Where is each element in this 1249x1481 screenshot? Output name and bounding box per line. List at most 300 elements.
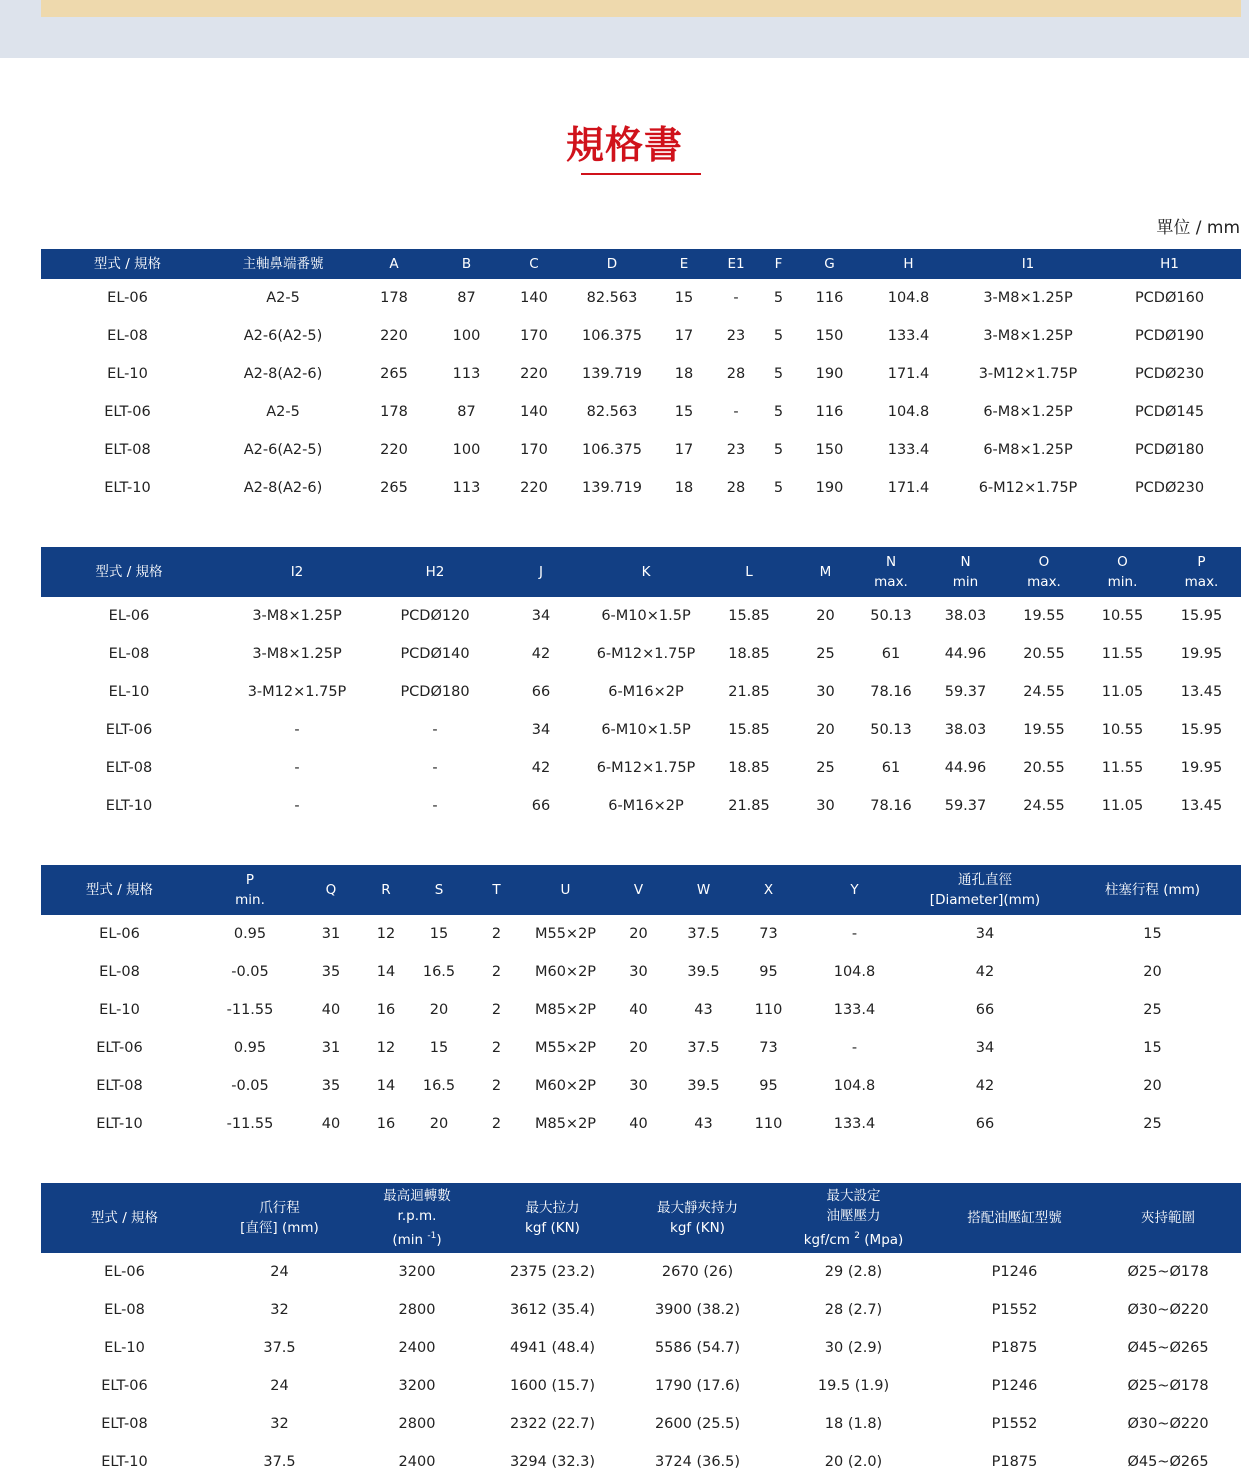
table-cell: 5 bbox=[773, 328, 784, 344]
column-header bbox=[41, 547, 217, 597]
page-title: 規格書 bbox=[565, 123, 683, 167]
column-header bbox=[217, 547, 377, 597]
column-header bbox=[1064, 865, 1241, 915]
header-line: H1 bbox=[1160, 256, 1179, 272]
header-line: B bbox=[461, 256, 472, 272]
table-cell: 11.05 bbox=[1101, 798, 1144, 814]
column-header bbox=[715, 249, 757, 279]
table-cell: ELT-06 bbox=[101, 1378, 148, 1394]
table-cell: 190 bbox=[815, 366, 844, 382]
table-cell: M60×2P bbox=[534, 1078, 597, 1094]
table-cell: EL-08 bbox=[104, 1302, 145, 1318]
table-cell: 18 bbox=[674, 366, 694, 382]
table-cell: 20 bbox=[816, 722, 835, 738]
header-line: 柱塞行程 (mm) bbox=[1104, 882, 1201, 898]
table-cell: A2-6(A2-5) bbox=[243, 442, 323, 458]
table-cell: M60×2P bbox=[534, 964, 597, 980]
table-cell: 40 bbox=[629, 1116, 648, 1132]
table-cell: 178 bbox=[380, 404, 408, 420]
table-cell: 2400 bbox=[398, 1454, 436, 1470]
table-cell: 19.5 (1.9) bbox=[817, 1378, 890, 1394]
column-header bbox=[497, 249, 571, 279]
table-cell: 0.95 bbox=[233, 1040, 267, 1056]
table-cell: PCDØ180 bbox=[400, 684, 470, 700]
table-cell: 23 bbox=[726, 328, 746, 344]
table-cell: 29 (2.8) bbox=[824, 1264, 883, 1280]
table-cell: 34 bbox=[975, 926, 995, 942]
table-cell: 73 bbox=[759, 926, 778, 942]
table-cell: 265 bbox=[380, 366, 408, 382]
column-header bbox=[795, 547, 856, 597]
column-header bbox=[41, 249, 214, 279]
table-cell: 3-M12×1.75P bbox=[978, 366, 1078, 382]
header-line: U bbox=[560, 882, 571, 898]
table-cell: 20 bbox=[429, 1116, 449, 1132]
table-cell: - bbox=[432, 798, 438, 814]
table-cell: 40 bbox=[629, 1002, 648, 1018]
header-line: I2 bbox=[290, 564, 304, 580]
table-cell: 19.95 bbox=[1180, 646, 1223, 662]
table-cell: ELT-06 bbox=[105, 722, 153, 738]
table-cell: - bbox=[733, 290, 739, 306]
table-cell: 3900 (38.2) bbox=[654, 1302, 741, 1318]
header-line: 夾持範圍 bbox=[1141, 1210, 1195, 1226]
table-cell: 3724 (36.5) bbox=[654, 1454, 741, 1470]
table-cell: 24 bbox=[270, 1378, 289, 1394]
table-cell: 20.55 bbox=[1023, 760, 1065, 776]
table-cell: 17 bbox=[674, 442, 694, 458]
table-cell: 170 bbox=[520, 328, 548, 344]
table-cell: 39.5 bbox=[687, 964, 720, 980]
header-line: Q bbox=[325, 882, 337, 898]
table-cell: 50.13 bbox=[870, 608, 912, 624]
header-line: G bbox=[824, 256, 835, 272]
table-cell: 34 bbox=[531, 722, 551, 738]
header-line: X bbox=[763, 882, 774, 898]
header-text: (min bbox=[392, 1232, 428, 1248]
table-row bbox=[41, 317, 1241, 355]
table-cell: 21.85 bbox=[728, 798, 770, 814]
table-cell: 116 bbox=[815, 290, 844, 306]
header-line: 最大靜夾持力 bbox=[657, 1200, 738, 1216]
column-header bbox=[351, 1183, 483, 1253]
table-cell: Ø25~Ø178 bbox=[1127, 1378, 1209, 1394]
table-row bbox=[41, 1405, 1241, 1443]
column-header bbox=[800, 249, 859, 279]
table-cell: - bbox=[432, 722, 438, 738]
table-cell: 20 bbox=[1143, 964, 1162, 980]
column-header bbox=[934, 1183, 1095, 1253]
table-cell: ELT-08 bbox=[96, 1078, 143, 1094]
header-line: R bbox=[381, 882, 391, 898]
column-header bbox=[527, 865, 604, 915]
table-cell: 20 bbox=[629, 926, 648, 942]
table-row bbox=[41, 1067, 1241, 1105]
table-cell: 43 bbox=[694, 1116, 713, 1132]
table-cell: 139.719 bbox=[582, 480, 642, 496]
column-header bbox=[622, 1183, 773, 1253]
table-cell: 5 bbox=[773, 404, 784, 420]
table-cell: 66 bbox=[975, 1116, 995, 1132]
table-cell: A2-8(A2-6) bbox=[243, 366, 323, 382]
table-cell: 66 bbox=[975, 1002, 995, 1018]
table-cell: 140 bbox=[520, 290, 548, 306]
table-cell: 3-M8×1.25P bbox=[983, 328, 1073, 344]
table-cell: Ø30~Ø220 bbox=[1127, 1416, 1209, 1432]
table-cell: 2322 (22.7) bbox=[509, 1416, 596, 1432]
table-cell: 82.563 bbox=[586, 404, 638, 420]
header-line: 最大拉力 bbox=[525, 1200, 580, 1216]
table-cell: 18.85 bbox=[728, 646, 770, 662]
table-cell: A2-5 bbox=[266, 404, 300, 420]
table-cell: Ø45~Ø265 bbox=[1127, 1340, 1209, 1356]
table-cell: 30 (2.9) bbox=[824, 1340, 883, 1356]
header-line: I1 bbox=[1021, 256, 1035, 272]
table-cell: 18 bbox=[674, 480, 694, 496]
table-cell: 16 bbox=[376, 1116, 396, 1132]
table-cell: 1600 (15.7) bbox=[509, 1378, 596, 1394]
table-cell: P1552 bbox=[991, 1302, 1038, 1318]
table-row bbox=[41, 711, 1241, 749]
spec-table-dimensions-1 bbox=[41, 249, 1241, 507]
table-cell: 30 bbox=[816, 684, 835, 700]
header-line: H2 bbox=[425, 564, 445, 580]
header-line: 型式 / 規格 bbox=[95, 564, 163, 580]
table-cell: 12 bbox=[376, 1040, 396, 1056]
table-cell: 30 bbox=[629, 964, 648, 980]
table-cell: 5 bbox=[773, 366, 784, 382]
table-cell: 190 bbox=[815, 480, 844, 496]
table-cell: 3200 bbox=[398, 1378, 436, 1394]
table-cell: 15.95 bbox=[1180, 608, 1223, 624]
column-header bbox=[41, 1183, 208, 1253]
table-row bbox=[41, 1029, 1241, 1067]
header-line: F bbox=[774, 256, 783, 272]
superscript: -1 bbox=[427, 1231, 437, 1241]
table-cell: 31 bbox=[321, 926, 341, 942]
column-header bbox=[214, 249, 352, 279]
table-cell: 59.37 bbox=[944, 798, 987, 814]
table-cell: EL-10 bbox=[108, 684, 150, 700]
table-cell: 42 bbox=[975, 964, 995, 980]
title-underline bbox=[581, 173, 701, 175]
table-cell: 87 bbox=[457, 290, 476, 306]
column-header bbox=[703, 547, 795, 597]
table-cell: 15.85 bbox=[728, 608, 770, 624]
table-cell: P1875 bbox=[991, 1454, 1038, 1470]
table-cell: 2 bbox=[491, 964, 502, 980]
table-cell: 5586 (54.7) bbox=[654, 1340, 741, 1356]
table-cell: 106.375 bbox=[582, 442, 642, 458]
table-cell: EL-10 bbox=[107, 366, 148, 382]
header-line: 通孔直徑 bbox=[958, 872, 1012, 888]
table-cell: 11.55 bbox=[1101, 760, 1144, 776]
table-row bbox=[41, 1329, 1241, 1367]
table-row bbox=[41, 469, 1241, 507]
header-line: min bbox=[952, 574, 979, 590]
table-cell: M85×2P bbox=[534, 1116, 597, 1132]
table-cell: 95 bbox=[759, 1078, 778, 1094]
table-cell: 106.375 bbox=[582, 328, 642, 344]
header-line: O bbox=[1038, 554, 1050, 570]
table-cell: 171.4 bbox=[887, 366, 930, 382]
column-header bbox=[1162, 547, 1241, 597]
header-line: 爪行程 bbox=[259, 1200, 300, 1216]
table-cell: 42 bbox=[975, 1078, 995, 1094]
table-cell: 20 bbox=[429, 1002, 449, 1018]
header-row bbox=[41, 865, 1241, 915]
column-header bbox=[859, 249, 958, 279]
table-cell: 40 bbox=[321, 1002, 341, 1018]
table-cell: EL-08 bbox=[107, 328, 148, 344]
header-line: T bbox=[492, 882, 501, 898]
column-header bbox=[803, 865, 906, 915]
table-cell: 6-M10×1.5P bbox=[601, 722, 691, 738]
table-cell: PCDØ140 bbox=[400, 646, 470, 662]
table-cell: 10.55 bbox=[1101, 722, 1144, 738]
table-cell: 133.4 bbox=[833, 1002, 876, 1018]
table-row bbox=[41, 393, 1241, 431]
table-cell: 19.95 bbox=[1180, 760, 1223, 776]
header-line: 最大設定 bbox=[826, 1188, 881, 1204]
table-row bbox=[41, 279, 1241, 317]
table-cell: 15 bbox=[429, 1040, 449, 1056]
table-cell: P1246 bbox=[991, 1378, 1038, 1394]
table-cell: M85×2P bbox=[534, 1002, 597, 1018]
table-cell: 28 bbox=[726, 366, 746, 382]
table-cell: 21.85 bbox=[728, 684, 770, 700]
column-header bbox=[856, 547, 926, 597]
table-cell: 10.55 bbox=[1101, 608, 1144, 624]
table-cell: 15 bbox=[674, 404, 694, 420]
header-row bbox=[41, 547, 1241, 597]
table-cell: 35 bbox=[321, 964, 341, 980]
table-cell: 39.5 bbox=[687, 1078, 720, 1094]
table-cell: 23 bbox=[726, 442, 746, 458]
header-text: (Mpa) bbox=[859, 1232, 904, 1248]
table-cell: M55×2P bbox=[534, 1040, 597, 1056]
spec-table-dimensions-2 bbox=[41, 547, 1241, 825]
table-cell: 32 bbox=[270, 1302, 289, 1318]
table-cell: 17 bbox=[674, 328, 694, 344]
table-cell: 2 bbox=[491, 1078, 502, 1094]
table-cell: 25 bbox=[1143, 1002, 1162, 1018]
header-line: 最高迴轉數 bbox=[383, 1188, 451, 1204]
table-cell: 2800 bbox=[398, 1302, 436, 1318]
header-line: max. bbox=[874, 574, 908, 590]
table-cell: EL-08 bbox=[99, 964, 140, 980]
table-cell: - bbox=[294, 798, 300, 814]
table-row bbox=[41, 431, 1241, 469]
superscript: 2 bbox=[854, 1231, 860, 1241]
table-cell: 20 (2.0) bbox=[824, 1454, 883, 1470]
table-cell: 20 bbox=[816, 608, 835, 624]
column-header bbox=[906, 865, 1064, 915]
table-cell: 14 bbox=[376, 1078, 396, 1094]
table-cell: 220 bbox=[380, 442, 408, 458]
table-cell: 66 bbox=[531, 798, 551, 814]
header-line: max. bbox=[1027, 574, 1061, 590]
table-cell: 32 bbox=[270, 1416, 289, 1432]
table-cell: 73 bbox=[759, 1040, 778, 1056]
table-cell: 20 bbox=[629, 1040, 648, 1056]
table-cell: PCDØ230 bbox=[1134, 366, 1205, 382]
table-row bbox=[41, 673, 1241, 711]
table-cell: 100 bbox=[452, 328, 481, 344]
table-cell: 140 bbox=[520, 404, 548, 420]
table-cell: 104.8 bbox=[833, 964, 876, 980]
table-cell: PCDØ190 bbox=[1134, 328, 1205, 344]
table-cell: 3200 bbox=[398, 1264, 436, 1280]
table-cell: 6-M8×1.25P bbox=[983, 404, 1073, 420]
column-header bbox=[1095, 1183, 1241, 1253]
table-cell: 42 bbox=[531, 760, 551, 776]
table-row bbox=[41, 787, 1241, 825]
header-line: min. bbox=[235, 892, 265, 908]
column-header bbox=[757, 249, 800, 279]
table-cell: 50.13 bbox=[870, 722, 912, 738]
table-row bbox=[41, 953, 1241, 991]
table-cell: 44.96 bbox=[944, 646, 987, 662]
column-header bbox=[673, 865, 734, 915]
table-cell: 113 bbox=[452, 480, 481, 496]
table-cell: 133.4 bbox=[887, 328, 930, 344]
table-cell: 100 bbox=[452, 442, 481, 458]
table-cell: 220 bbox=[380, 328, 408, 344]
header-line: 搭配油壓缸型號 bbox=[967, 1210, 1062, 1226]
column-header bbox=[734, 865, 803, 915]
table-cell: 220 bbox=[520, 366, 548, 382]
table-cell: P1246 bbox=[991, 1264, 1038, 1280]
table-cell: 2 bbox=[491, 1002, 502, 1018]
column-header bbox=[926, 547, 1005, 597]
table-cell: 37.5 bbox=[687, 1040, 720, 1056]
previous-section-strip bbox=[41, 0, 1241, 17]
table-cell: 104.8 bbox=[833, 1078, 876, 1094]
table-cell: -0.05 bbox=[231, 964, 269, 980]
table-cell: - bbox=[294, 760, 300, 776]
header-line: O bbox=[1117, 554, 1128, 570]
column-header bbox=[436, 249, 497, 279]
table-cell: PCDØ120 bbox=[400, 608, 470, 624]
table-cell: 38.03 bbox=[944, 608, 987, 624]
header-line: min. bbox=[1107, 574, 1138, 590]
header-line: r.p.m. bbox=[397, 1208, 437, 1224]
table-cell: 43 bbox=[694, 1002, 713, 1018]
table-cell: 66 bbox=[531, 684, 551, 700]
table-cell: 16 bbox=[376, 1002, 396, 1018]
header-line: W bbox=[696, 882, 711, 898]
table-cell: 31 bbox=[321, 1040, 341, 1056]
table-cell: 37.5 bbox=[263, 1454, 296, 1470]
table-row bbox=[41, 991, 1241, 1029]
table-cell: 4941 (48.4) bbox=[509, 1340, 596, 1356]
table-cell: 25 bbox=[1143, 1116, 1162, 1132]
table-cell: 139.719 bbox=[582, 366, 642, 382]
column-header bbox=[1083, 547, 1162, 597]
column-header bbox=[1098, 249, 1241, 279]
table-cell: EL-06 bbox=[104, 1264, 145, 1280]
table-cell: 18.85 bbox=[728, 760, 770, 776]
table-cell: ELT-08 bbox=[104, 442, 151, 458]
table-cell: 133.4 bbox=[887, 442, 930, 458]
table-cell: 34 bbox=[975, 1040, 995, 1056]
table-cell: 150 bbox=[815, 442, 844, 458]
table-cell: 2600 (25.5) bbox=[654, 1416, 741, 1432]
table-cell: M55×2P bbox=[534, 926, 597, 942]
header-line bbox=[773, 1226, 934, 1250]
header-line: M bbox=[819, 564, 832, 580]
header-line: K bbox=[641, 564, 651, 580]
column-header bbox=[773, 1183, 934, 1253]
table-cell: 2 bbox=[491, 1116, 502, 1132]
column-header bbox=[208, 1183, 351, 1253]
table-cell: 3-M8×1.25P bbox=[983, 290, 1073, 306]
column-header bbox=[958, 249, 1098, 279]
header-line: 主軸鼻端番號 bbox=[242, 256, 324, 272]
table-cell: 5 bbox=[773, 442, 784, 458]
table-cell: Ø45~Ø265 bbox=[1127, 1454, 1209, 1470]
table-row bbox=[41, 1291, 1241, 1329]
header-line: P bbox=[1197, 554, 1206, 570]
table-cell: 5 bbox=[773, 480, 784, 496]
table-cell: 6-M16×2P bbox=[608, 684, 684, 700]
table-cell: 38.03 bbox=[944, 722, 987, 738]
table-cell: 40 bbox=[321, 1116, 341, 1132]
header-line: L bbox=[745, 564, 753, 580]
table-cell: 104.8 bbox=[887, 404, 930, 420]
table-cell: 42 bbox=[531, 646, 551, 662]
table-cell: 265 bbox=[380, 480, 408, 496]
table-cell: 3-M12×1.75P bbox=[247, 684, 347, 700]
table-cell: 28 bbox=[726, 480, 746, 496]
table-cell: 28 (2.7) bbox=[824, 1302, 883, 1318]
header-text: ) bbox=[436, 1232, 442, 1248]
table-cell: 3-M8×1.25P bbox=[252, 646, 342, 662]
table-cell: 30 bbox=[816, 798, 835, 814]
table-cell: 20.55 bbox=[1023, 646, 1065, 662]
column-header bbox=[1005, 547, 1083, 597]
header-line: 型式 / 規格 bbox=[93, 256, 162, 272]
table-cell: ELT-10 bbox=[104, 480, 151, 496]
table-cell: 37.5 bbox=[263, 1340, 296, 1356]
table-cell: A2-5 bbox=[266, 290, 300, 306]
header-row bbox=[41, 249, 1241, 279]
table-cell: EL-10 bbox=[104, 1340, 145, 1356]
table-cell: 16.5 bbox=[422, 964, 456, 980]
table-cell: 30 bbox=[629, 1078, 648, 1094]
table-cell: Ø30~Ø220 bbox=[1127, 1302, 1209, 1318]
column-header bbox=[41, 865, 198, 915]
table-cell: 19.55 bbox=[1023, 608, 1065, 624]
table-cell: P1552 bbox=[991, 1416, 1038, 1432]
column-header bbox=[653, 249, 715, 279]
column-header bbox=[198, 865, 302, 915]
header-line: 型式 / 規格 bbox=[90, 1210, 159, 1226]
table-cell: 16.5 bbox=[422, 1078, 456, 1094]
table-cell: 15 bbox=[429, 926, 449, 942]
table-cell: 15 bbox=[1143, 926, 1162, 942]
table-cell: 61 bbox=[881, 646, 901, 662]
table-cell: 14 bbox=[376, 964, 396, 980]
table-cell: 87 bbox=[457, 404, 476, 420]
table-cell: PCDØ145 bbox=[1134, 404, 1205, 420]
header-line: H bbox=[903, 256, 914, 272]
column-header bbox=[412, 865, 466, 915]
table-cell: 3294 (32.3) bbox=[509, 1454, 596, 1470]
column-header bbox=[360, 865, 412, 915]
header-line: J bbox=[539, 564, 543, 580]
